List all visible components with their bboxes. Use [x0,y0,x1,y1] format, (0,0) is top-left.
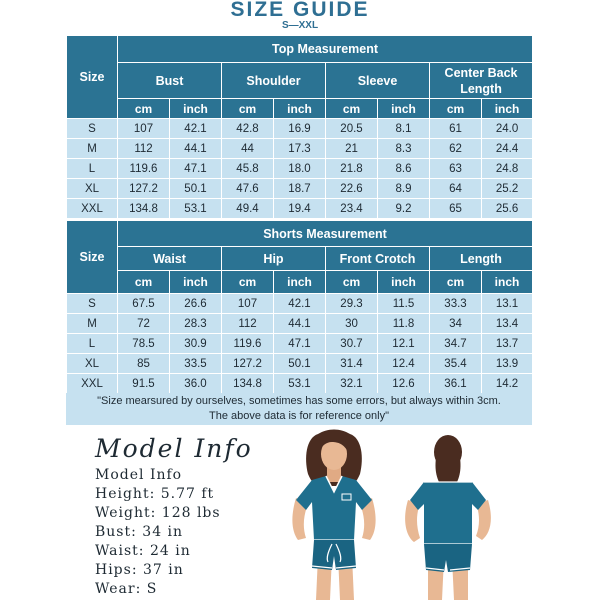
table-cell: 47.6 [222,179,274,199]
table-cell: 26.6 [170,294,222,314]
table-cell: 78.5 [118,334,170,354]
table-cell: 53.1 [170,199,222,219]
unit-header: inch [170,271,222,294]
table-cell: 64 [430,179,482,199]
unit-header: cm [118,271,170,294]
table-cell: 28.3 [170,314,222,334]
table-cell: 13.4 [482,314,533,334]
table-cell: 25.2 [482,179,533,199]
table-cell: 16.9 [274,119,326,139]
table-cell: 17.3 [274,139,326,159]
table-cell: 44.1 [274,314,326,334]
model-wear-size: Wear: S [95,581,158,597]
size-label: XXL [67,374,118,394]
size-label: XL [67,179,118,199]
table-row [67,374,533,394]
unit-header: cm [326,99,378,119]
model-height: Height: 5.77 ft [95,486,215,502]
table-cell: 13.9 [482,354,533,374]
table-cell: 107 [222,294,274,314]
table-cell: 21 [326,139,378,159]
table-cell: 30 [326,314,378,334]
table-cell: 47.1 [274,334,326,354]
table-cell: 20.5 [326,119,378,139]
table-cell: 8.9 [378,179,430,199]
column-header-front-crotch: Front Crotch [326,247,430,271]
table-cell: 21.8 [326,159,378,179]
column-header-shoulder: Shoulder [222,63,326,99]
table-row [67,159,533,179]
table-cell: 8.1 [378,119,430,139]
table-cell: 42.1 [274,294,326,314]
table-cell: 50.1 [274,354,326,374]
top-measurement-table [66,35,533,219]
table-cell: 127.2 [118,179,170,199]
table-cell: 112 [222,314,274,334]
table-row [67,139,533,159]
table-cell: 50.1 [170,179,222,199]
table-row [67,199,533,219]
table-cell: 33.3 [430,294,482,314]
table-cell: 107 [118,119,170,139]
table-cell: 11.5 [378,294,430,314]
table-cell: 63 [430,159,482,179]
model-waist: Waist: 24 in [95,543,191,559]
table-cell: 67.5 [118,294,170,314]
table-cell: 9.2 [378,199,430,219]
table-cell: 65 [430,199,482,219]
table-cell: 72 [118,314,170,334]
table-cell: 49.4 [222,199,274,219]
shorts-measurement-table [66,220,533,394]
table-cell: 11.8 [378,314,430,334]
table-cell: 19.4 [274,199,326,219]
table-cell: 23.4 [326,199,378,219]
table-row [67,294,533,314]
note-line: "Size mearsured by ourselves, sometimes has some errors, but always within 3cm. [97,395,501,407]
table-cell: 31.4 [326,354,378,374]
unit-header: cm [326,271,378,294]
table-cell: 25.6 [482,199,533,219]
table-cell: 13.1 [482,294,533,314]
table-cell: 12.1 [378,334,430,354]
unit-header: inch [482,271,533,294]
model-info-line: Model Info [95,467,183,483]
table-cell: 13.7 [482,334,533,354]
table-cell: 112 [118,139,170,159]
table-cell: 91.5 [118,374,170,394]
size-column-header: Size [67,221,118,294]
note-line: The above data is for reference only" [208,410,389,422]
table-cell: 33.5 [170,354,222,374]
unit-header: cm [222,271,274,294]
table-cell: 34.7 [430,334,482,354]
table-cell: 134.8 [118,199,170,219]
unit-header: inch [378,99,430,119]
unit-header: cm [222,99,274,119]
table-cell: 22.6 [326,179,378,199]
table-cell: 127.2 [222,354,274,374]
unit-header: inch [274,271,326,294]
model-front-photo [282,428,386,600]
table-cell: 24.0 [482,119,533,139]
table-cell: 61 [430,119,482,139]
table-cell: 24.4 [482,139,533,159]
unit-header: cm [118,99,170,119]
size-guide-title: SIZE GUIDE [230,0,370,21]
column-header-length: Length [430,247,533,271]
model-hips: Hips: 37 in [95,562,184,578]
model-bust: Bust: 34 in [95,524,184,540]
size-label: M [67,314,118,334]
column-header-hip: Hip [222,247,326,271]
column-header-sleeve: Sleeve [326,63,430,99]
table-cell: 44.1 [170,139,222,159]
unit-header: cm [430,99,482,119]
top-measurement-header: Top Measurement [118,36,533,63]
unit-header: inch [170,99,222,119]
size-label: S [67,294,118,314]
model-weight: Weight: 128 lbs [95,505,221,521]
table-cell: 8.6 [378,159,430,179]
table-cell: 8.3 [378,139,430,159]
size-label: XL [67,354,118,374]
column-header-center-back-length: Center Back Length [430,63,533,99]
unit-header: inch [274,99,326,119]
table-cell: 47.1 [170,159,222,179]
unit-header: inch [482,99,533,119]
size-label: L [67,159,118,179]
size-label: M [67,139,118,159]
table-cell: 53.1 [274,374,326,394]
table-row [67,119,533,139]
table-cell: 42.8 [222,119,274,139]
table-cell: 32.1 [326,374,378,394]
table-row [67,179,533,199]
table-cell: 12.4 [378,354,430,374]
table-cell: 62 [430,139,482,159]
size-label: S [67,119,118,139]
table-cell: 24.8 [482,159,533,179]
table-cell: 45.8 [222,159,274,179]
table-cell: 12.6 [378,374,430,394]
model-back-photo [398,428,498,600]
table-row [67,354,533,374]
column-header-waist: Waist [118,247,222,271]
table-cell: 18.7 [274,179,326,199]
table-row [67,334,533,354]
table-cell: 29.3 [326,294,378,314]
table-cell: 18.0 [274,159,326,179]
table-row [67,314,533,334]
column-header-bust: Bust [118,63,222,99]
shorts-measurement-header: Shorts Measurement [118,221,533,247]
table-cell: 30.9 [170,334,222,354]
model-info-heading: Model Info [95,434,253,463]
size-range-subtitle: S—XXL [281,20,319,31]
table-cell: 42.1 [170,119,222,139]
size-label: L [67,334,118,354]
table-cell: 34 [430,314,482,334]
table-cell: 30.7 [326,334,378,354]
reference-note [66,393,532,425]
table-cell: 44 [222,139,274,159]
table-cell: 36.1 [430,374,482,394]
table-cell: 134.8 [222,374,274,394]
table-cell: 119.6 [222,334,274,354]
size-column-header: Size [67,36,118,119]
unit-header: cm [430,271,482,294]
unit-header: inch [378,271,430,294]
table-cell: 36.0 [170,374,222,394]
size-label: XXL [67,199,118,219]
table-cell: 85 [118,354,170,374]
table-cell: 119.6 [118,159,170,179]
table-cell: 35.4 [430,354,482,374]
table-cell: 14.2 [482,374,533,394]
